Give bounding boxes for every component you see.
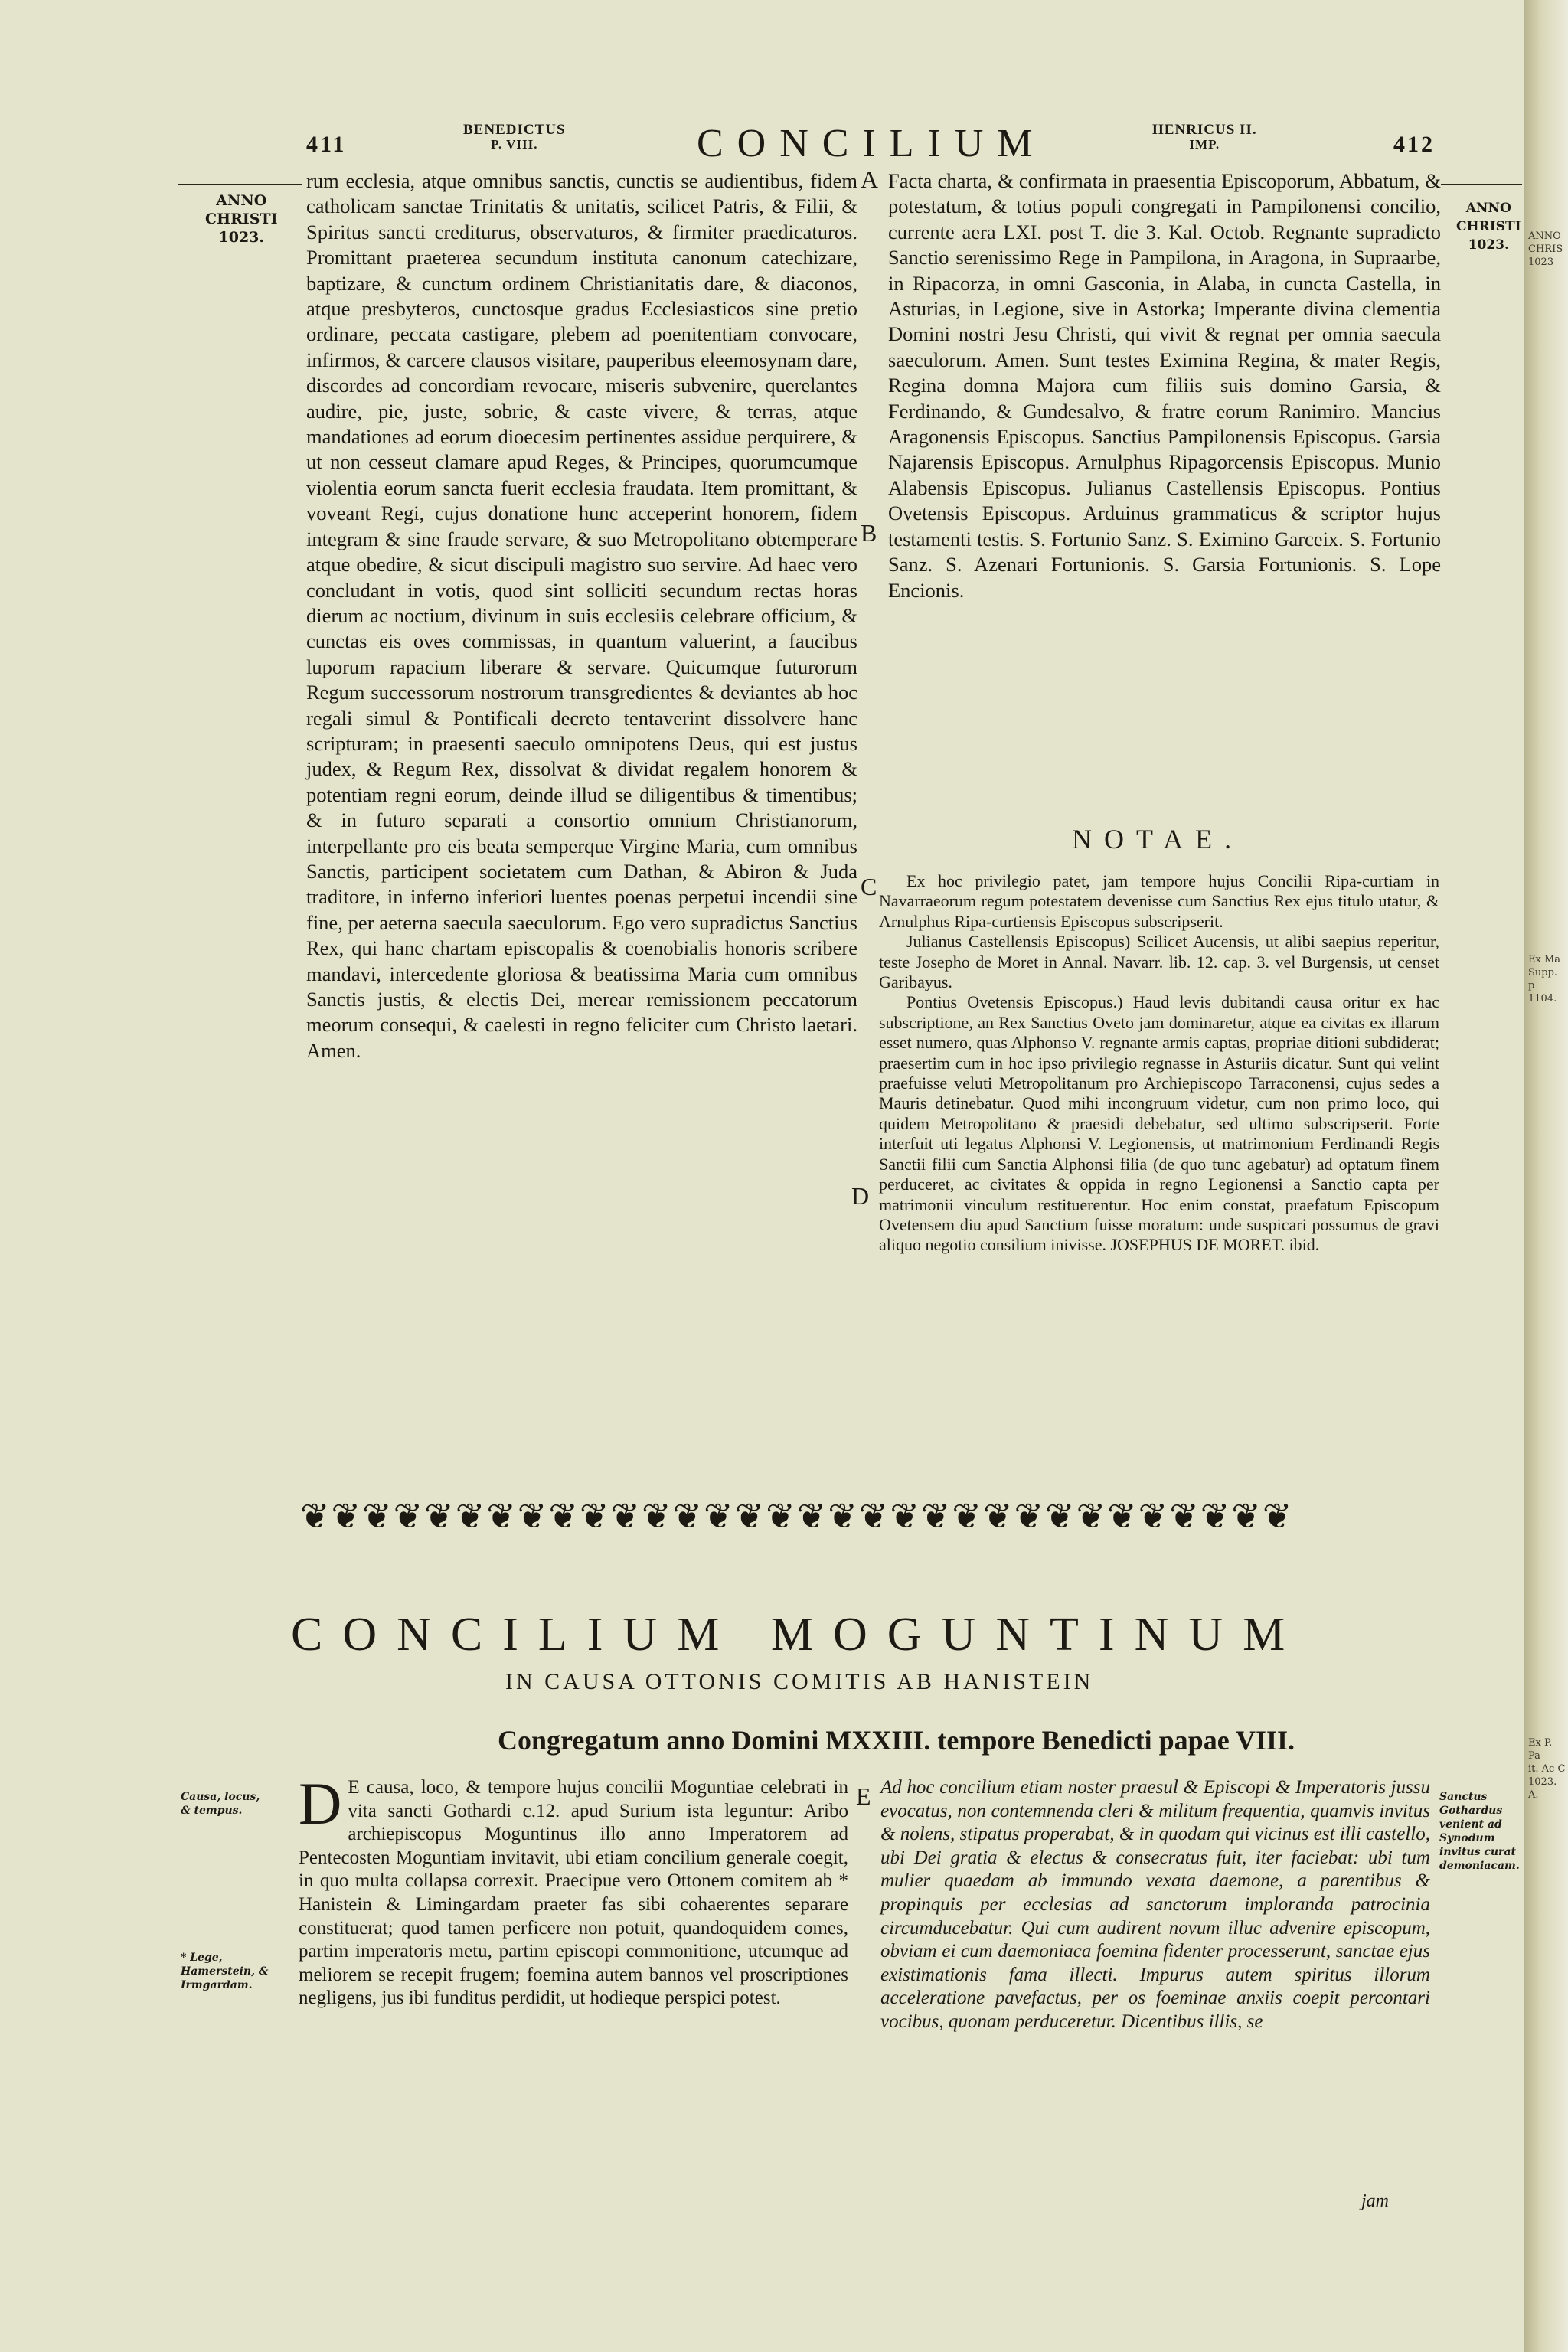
side-note-causa: Causa, locus, & tempus. xyxy=(181,1791,260,1817)
page-number-left: 411 xyxy=(306,132,347,157)
left-column-text: rum ecclesia, atque omnibus sanctis, cunctis se audientibus, fidem catholicam sanctae Trinitatis & unitatis, scilicet Patris, & Filii, & Spiritus sancti crediturus, observaturos, & firmiter praedicaturos. Promittant praeterea secundum instituta canonum catechizare, baptizare, & cunctum ordinem Christianitatis dare, & diaconos, atque presbyteros, cunctosque gradus Ecclesiasticos sine pretio ordinare, peccata castigare, plebem ad poenitentiam convocare, infirmos, & carcere clausos visitare, pauperibus eleemosynam dare, discordes ad concordiam revocare, miseris subvenire, querelantes audire, pie, juste, sobrie, & caste vivere, & terras, atque mandationes ad eorum dioecesim pertinentes assidue perquirere, & ut non cesseut clamare apud Reges, & Principes, quorumcumque violentia eorum sancta fuerit ecclesia fraudata. Item promittant, & voveant Regi, cujus donatione hunc acceperint honorem, fidem integram & sine fraude servare, & suo Metropolitano obtemperare atque obedire, & sicut discipuli magistro suo servire. Ad haec vero concludant in votis, quod sint solliciti secundum rectas horas dierum ac noctium, divinum in suis ecclesiis celebrare officium, & cunctas eis oves commissas, in quantum valuerint, a faucibus luporum rapacium liberare & servare. Quicumque futurorum Regum successorum nostrorum transgredientes & deviantes ab hoc regali simul & Pontificali decreto tentaverint dissolvere hanc scripturam; in praesenti saeculo omnipotens Deus, qui est justus judex, & Regum Rex, dissolvat & dividat regalem honorem & potentiam regni eorum, deinde illud se diligentibus & timentibus; & in futuro separati a consortio omnium Christianorum, interpellante pro eis beata semperque Virgine Maria, cum omnibus Sanctis, participent societatem cum Dathan, & Abiron & Juda traditore, in inferno inferiori luentes poenas perpetui incendii sine fine, per aeterna saecula saeculorum. Ego vero supradictus Sanctius Rex, qui hanc chartam episcopalis & coenobialis honoris scribere mandavi, intercedente gloriosa & beatissima Maria cum omnibus Sanctis justis, & electis Dei, merear remissionem peccatorum meorum consequi, & caelesti in regno feliciter cum Christo laetari. Amen. xyxy=(306,169,858,1062)
margin-rule-right xyxy=(1441,184,1522,185)
side-note-sanctus: Sanctus Gothardus venient ad Synodum invitus curat demoniacam. xyxy=(1439,1791,1520,1872)
notes-block xyxy=(879,871,1439,1256)
note-paragraph: Julianus Castellensis Episcopus) Scilicet Aucensis, ut alibi saepius reperitur, teste Josepho de Moret in Annal. Navarr. lib. 12. cap. 3. vel Burgensis, ut censet Garibayus. xyxy=(879,932,1439,992)
side-note-lege: * Lege, Hamerstein, & Irmgardam. xyxy=(181,1952,269,1991)
congregatum-line: Congregatum anno Domini MXXIII. tempore Benedicti papae VIII. xyxy=(498,1725,1295,1756)
section-title: CONCILIUM MOGUNTINUM xyxy=(291,1609,1305,1661)
ornamental-divider: ❦❦❦❦❦❦❦❦❦❦❦❦❦❦❦❦❦❦❦❦❦❦❦❦❦❦❦❦❦❦❦❦ xyxy=(300,1495,1294,1537)
section-letter-b: B xyxy=(861,519,877,547)
section-subtitle: IN CAUSA OTTONIS COMITIS AB HANISTEIN xyxy=(505,1669,1094,1694)
facing-page-edge xyxy=(1524,0,1568,2352)
section-letter-d: D xyxy=(851,1182,870,1210)
catchword: jam xyxy=(1361,2191,1389,2211)
running-head-left: BENEDICTUS P. VIII. xyxy=(463,122,566,152)
section-letter-e: E xyxy=(856,1782,871,1810)
bottom-right-column: Ad hoc concilium etiam noster praesul & Episcopi & Imperatoris jussu evocatus, non contemnenda cleri & militum frequentia, quamvis invitus & nolens, stipatus properabat, & in quodam qui vicinus est illi castello, ubi Dei gratia & electus & consecratus fuit, iter faciebat: ubi tum mulier quaedam ab immundo vexata daemone, a parentibus & propinquis per ecclesias ad sanctorum imploranda patrocinia circumducebatur. Qui cum audirent novum illuc advenire episcopum, obviam ei cum daemoniaca foemina fidenter processerunt, sanctae ejus existimationis fama illecti. Impurus autem spiritus illorum acceleratione pavefactus, per os foeminae anxiis coepit percontari vocibus, quonam perduceretur. Dicentibus illis, se xyxy=(880,1777,1430,2032)
notes-heading: NOTAE. xyxy=(1072,824,1244,854)
note-paragraph: Pontius Ovetensis Episcopus.) Haud levis dubitandi causa oritur ex hac subscriptione, an Rex Sanctius Oveto jam dominaretur, atque ea civitas ex illarum esset numero, quas Alphonso V. regnante armis captas, propriae ditioni subdiderat; praesertim cum in hoc ipso privilegio regnasse in Asturiis dicatur. Sunt qui velint praefuisse veluti Metropolitanum pro Archiepiscopo Tarraconensi, cujus sedes a Mauris detinebatur. Quod mihi incongruum videtur, cum non primo loco, qui quidem Metropolitano & praesidi debebatur, sed ultimo subscripserit. Forte interfuit uti legatus Alphonsi V. Legionensis, ut matrimonium Ferdinandi Regis Sanctii filii cum Sanctia Alphonsi filia (de quo tunc agebatur) ad optatum finem perduceret, ac civitates & oppida in regno Legionensi a Sanctio capta per matrimonii vinculum restituerentur. Hoc enim constat, praefatum Episcopum Ovetensem diu apud Sanctium fuisse moratum: unde suspicari possumus de gravi aliquo negotio consilium inivisse. JOSEPHUS DE MORET. ibid. xyxy=(879,992,1439,1255)
bottom-left-column: D E causa, loco, & tempore hujus concilii Moguntiae celebrati in vita sancti Gothardi c.12. apud Surium ista leguntur: Aribo archiepiscopus Moguntinus illo anno Imperatorem ad Pentecosten Moguntiam invitavit, ubi etiam concilium generale coegit, in quo multa collapsa correxit. Praecipue vero Ottonem comitem ab * Hanistein & Limingardam praeter fas sibi cohaerentes separare constituerat; quod tamen perficere non potuit, quandoquidem comes, partim imperatoris metu, partim episcopi commonitione, utcumque ad meliorem se recepit frugem; foemina autem bannos vel proscriptiones negligens, jus ibi funditus perdidit, ut hodieque perspici potest. xyxy=(299,1770,848,2009)
page-number-right: 412 xyxy=(1393,132,1435,157)
gutter-note-mid: Ex Ma Supp. p 1104. xyxy=(1528,954,1561,1004)
margin-rule-left xyxy=(178,184,302,185)
anno-christi-left: ANNO CHRISTI 1023. xyxy=(205,192,278,246)
running-title: CONCILIUM xyxy=(697,122,1047,165)
note-paragraph: Ex hoc privilegio patet, jam tempore hujus Concilii Ripa-curtiam in Navarraeorum regum potestatem devenisse cum Sanctius Rex ejus titulo utatur, & Arnulphus Ripa-curtiensis Episcopus subscripserit. xyxy=(879,871,1439,931)
running-head-right: HENRICUS II. IMP. xyxy=(1152,122,1257,152)
section-letter-c: C xyxy=(861,873,877,900)
drop-cap: D xyxy=(299,1770,342,1837)
gutter-note-top: ANNO CHRIS 1023 xyxy=(1528,230,1563,268)
running-header xyxy=(0,115,1524,168)
gutter-note-low: Ex P. Pa it. Ac C 1023. A. xyxy=(1528,1737,1566,1801)
right-column-text: Facta charta, & confirmata in praesentia Episcoporum, Abbatum, & potestatum, & totius populi congregati in Pampilonensi concilio, currente aera LXI. post T. die 3. Kal. Octob. Regnante supradicto Sanctio serenissimo Rege in Pampilona, in Aragona, in Supraarbe, in Ripacorza, in omni Gasconia, in Alaba, in cuncta Castella, in Asturias, in Legione, sive in Astorka; Imperante divina clementia Domini nostri Jesu Christi, qui vivit & regnat per omnia saecula saeculorum. Amen. Sunt testes Eximina Regina, & mater Regis, Regina domna Majora cum filiis suis domino Garsia, & Ferdinando, & Gundesalvo, & fratre eorum Ranimiro. Mancius Aragonensis Episcopus. Sanctius Pampilonensis Episcopus. Garsia Najarensis Episcopus. Arnulphus Ripagorcensis Episcopus. Munio Alabensis Episcopus. Julianus Castellensis Episcopus. Pontius Ovetensis Episcopus. Arduinus grammaticus & scriptor hujus testamenti testis. S. Fortunio Sanz. S. Eximino Garceix. S. Fortunio Sanz. S. Azenari Fortunionis. S. Garsia Fortunionis. S. Lope Encionis. xyxy=(888,169,1441,602)
anno-christi-right: ANNO CHRISTI 1023. xyxy=(1456,201,1521,253)
section-letter-a: A xyxy=(861,165,879,193)
